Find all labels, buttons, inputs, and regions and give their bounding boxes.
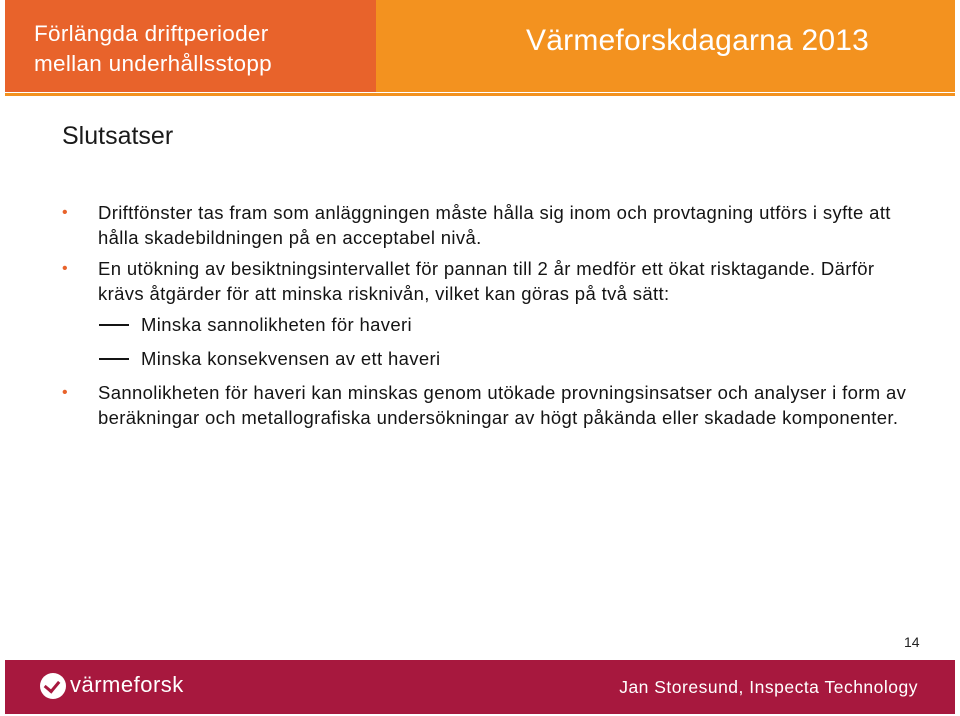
slide-title: Slutsatser [62, 122, 174, 150]
header-divider [5, 93, 955, 96]
sub-bullet-text: Minska sannolikheten för haveri [141, 314, 413, 335]
course-title-box [5, 0, 376, 92]
author-credit: Jan Storesund, Inspecta Technology [619, 677, 918, 697]
bullet-item [62, 380, 912, 430]
dash-icon [99, 358, 129, 360]
bullet-icon: • [62, 384, 68, 401]
course-title-line1: Förlängda driftperioder [34, 21, 269, 46]
slide-content [62, 200, 912, 436]
conference-box [376, 0, 955, 92]
bullet-icon: • [62, 204, 68, 221]
bullet-item [62, 256, 912, 306]
logo-mark-icon [40, 673, 66, 699]
sub-bullet-item [62, 312, 912, 337]
dash-icon [99, 324, 129, 326]
bullet-text: Driftfönster tas fram som anläggningen måste hålla sig inom och provtagning utförs i syfte att hålla skadebildningen på en acceptabel nivå. [98, 202, 891, 248]
bullet-text: En utökning av besiktningsintervallet för pannan till 2 år medför ett ökat risktagande. Därför krävs åtgärder för att minska risknivån, vilket kan göras på två sätt: [98, 258, 875, 304]
conference-title: Värmeforskdagarna 2013 [526, 24, 869, 57]
slide-header [5, 0, 955, 96]
course-title-line2: mellan underhållsstopp [34, 51, 272, 76]
sub-bullet-item [62, 346, 912, 371]
slide-footer [5, 660, 955, 714]
page-number: 14 [904, 634, 920, 650]
logo-text: värmeforsk [70, 672, 184, 697]
bullet-item [62, 200, 912, 250]
bullet-text: Sannolikheten för haveri kan minskas genom utökade provningsinsatser och analyser i form av beräkningar och metallografiska undersökningar av högt påkända eller skadade komponenter. [98, 382, 907, 428]
sub-bullet-text: Minska konsekvensen av ett haveri [141, 348, 441, 369]
bullet-icon: • [62, 260, 68, 277]
